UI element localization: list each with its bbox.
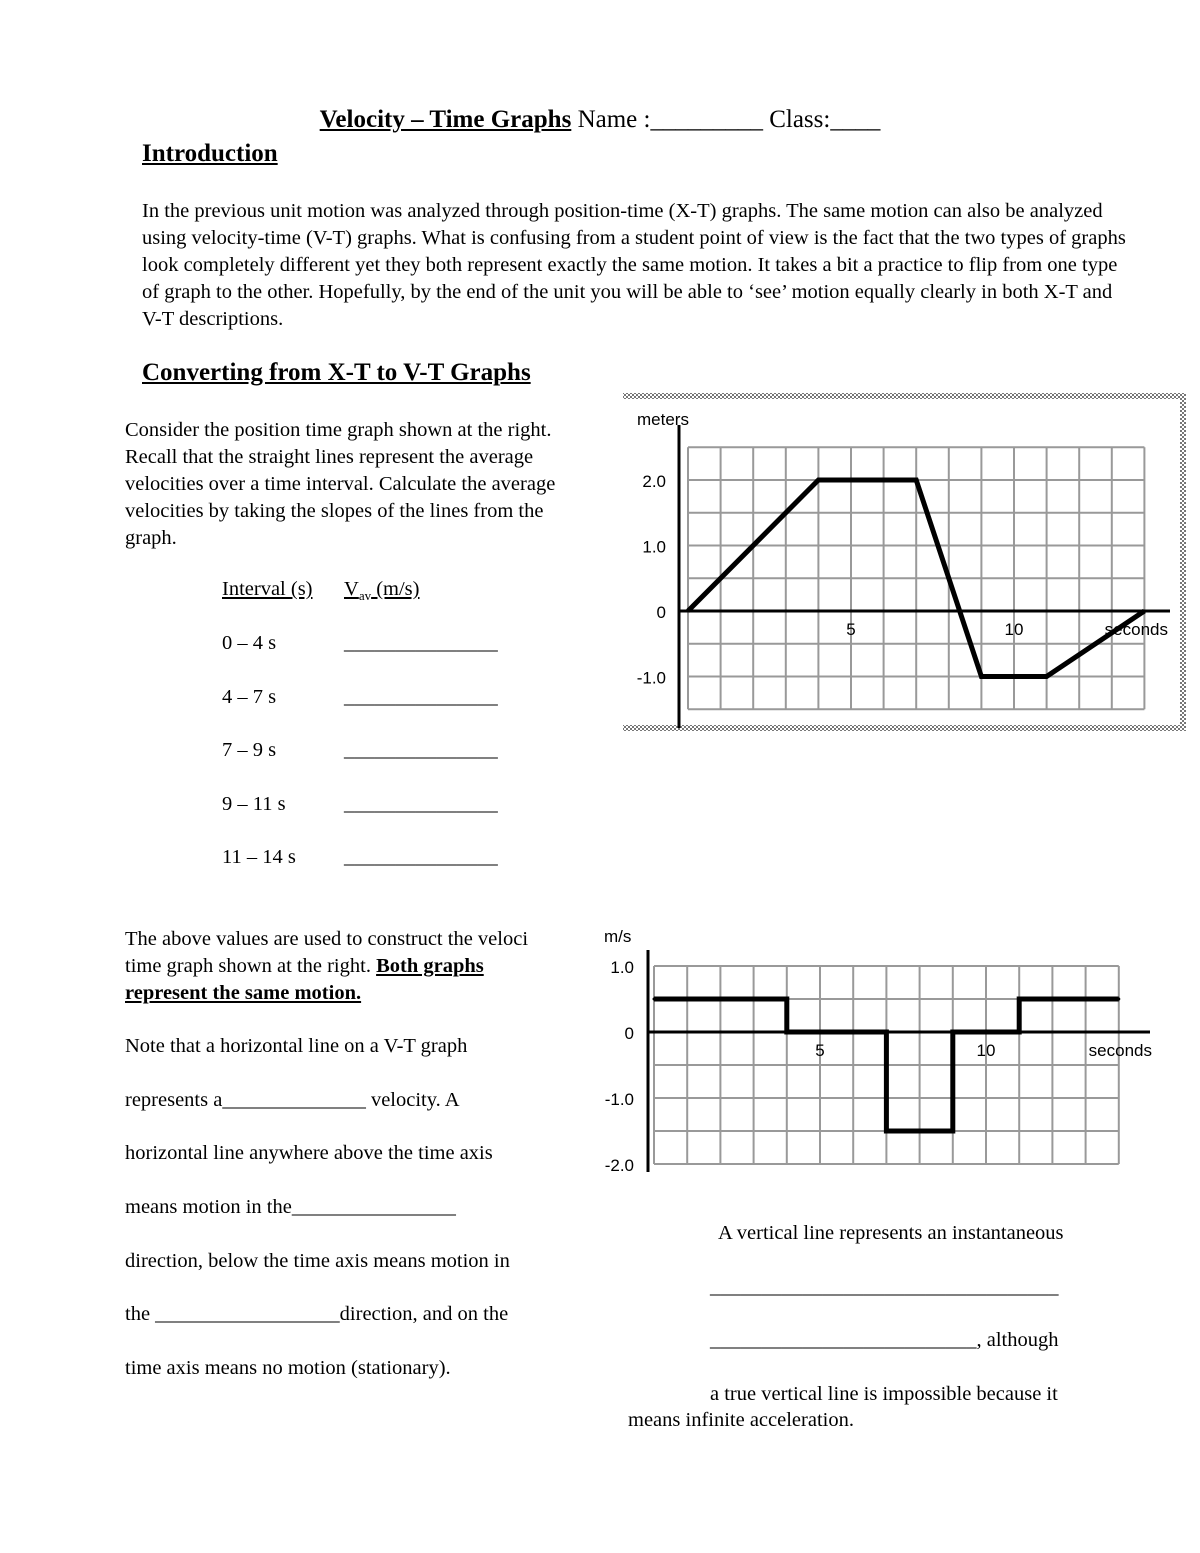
name-blank: _________ xyxy=(650,106,763,133)
x-axis-label: seconds xyxy=(1088,1041,1152,1060)
graph-frame-top xyxy=(623,393,1186,399)
data-point xyxy=(951,1130,954,1133)
data-point xyxy=(885,1031,888,1034)
vertical-note-line-5: means infinite acceleration. xyxy=(628,1409,854,1431)
data-point xyxy=(785,1031,788,1034)
y-tick-label: 2.0 xyxy=(642,472,666,491)
data-point xyxy=(817,479,820,482)
table-header xyxy=(222,578,420,604)
consider-paragraph: Consider the position time graph shown at the right. Recall that the straight lines represent the average velocities over a time interval. Calculate the average velocities by taking the slopes of the lines from the graph. xyxy=(125,419,556,549)
x-tick-label: 10 xyxy=(1004,620,1024,639)
y-tick-label: -1.0 xyxy=(604,1090,634,1109)
table-row xyxy=(222,632,498,655)
velocity-blank[interactable]: _______________ xyxy=(344,739,498,761)
data-point xyxy=(653,998,656,1001)
y-axis-label: meters xyxy=(637,410,689,429)
interval-cell: 11 – 14 s xyxy=(222,846,296,868)
velocity-blank[interactable]: _______________ xyxy=(344,846,498,868)
data-point xyxy=(915,479,918,482)
interval-cell: 0 – 4 s xyxy=(222,632,277,654)
y-tick-label: 0 xyxy=(656,603,666,622)
above-line-1: The above values are used to construct the veloci xyxy=(125,928,529,950)
interval-cell: 7 – 9 s xyxy=(222,739,277,761)
note-line-4: means motion in the________________ xyxy=(125,1196,456,1218)
y-tick-label: -1.0 xyxy=(636,668,666,688)
x-axis-label: seconds xyxy=(1104,620,1168,639)
y-tick-label: 1.0 xyxy=(642,537,666,557)
interval-cell: 4 – 7 s xyxy=(222,686,277,708)
position-time-graph xyxy=(620,390,1190,735)
data-point xyxy=(1018,998,1021,1001)
y-tick-label: -2.0 xyxy=(604,1156,634,1175)
data-point xyxy=(687,610,690,613)
x-tick-label: 10 xyxy=(976,1041,996,1060)
data-point xyxy=(980,675,983,678)
data-point xyxy=(1117,998,1120,1001)
data-point xyxy=(1045,675,1048,678)
velocity-blank[interactable]: _______________ xyxy=(344,686,498,708)
velocity-blank[interactable]: _______________ xyxy=(344,793,498,815)
above-line-3: represent the same motion. xyxy=(125,982,362,1004)
note-line-2: represents a______________ velocity. A xyxy=(125,1089,460,1111)
note-line-7: time axis means no motion (stationary). xyxy=(125,1357,451,1379)
introduction-heading: Introduction xyxy=(142,140,278,167)
data-point xyxy=(1143,610,1146,613)
worksheet-title: Velocity – Time Graphs xyxy=(319,106,572,133)
table-row xyxy=(222,686,498,709)
vertical-note-line-3: __________________________, although xyxy=(710,1329,1059,1351)
vertical-note-line-2: __________________________________ xyxy=(710,1276,1059,1298)
y-tick-label: 1.0 xyxy=(610,958,634,977)
interval-column-header: Interval (s) xyxy=(222,578,313,600)
vertical-note-line-1: A vertical line represents an instantaneous xyxy=(718,1222,1064,1244)
above-values-paragraph xyxy=(125,926,595,1007)
graph-frame-bottom xyxy=(623,725,1186,731)
y-tick-label: 0 xyxy=(624,1024,634,1043)
table-row xyxy=(222,846,498,869)
table-row xyxy=(222,739,498,762)
note-line-6: the __________________direction, and on the xyxy=(125,1303,509,1325)
data-point xyxy=(951,1031,954,1034)
data-point xyxy=(785,998,788,1001)
data-point xyxy=(1018,1031,1021,1034)
data-point xyxy=(885,1130,888,1133)
converting-heading: Converting from X-T to V-T Graphs xyxy=(142,359,531,386)
class-blank: ____ xyxy=(830,106,881,133)
velocity-blank[interactable]: _______________ xyxy=(344,632,498,654)
vt-axes xyxy=(648,950,1150,1172)
y-axis-label: m/s xyxy=(604,927,632,946)
interval-cell: 9 – 11 s xyxy=(222,793,286,815)
introduction-paragraph: In the previous unit motion was analyzed through position-time (X-T) graphs. The same motion can also be analyzed using velocity-time (V-T) graphs. What is confusing from a student point of view is the fact that the two types of graphs look completely different yet they both represent exactly the same motion. It takes a bit a practice to flip from one type of graph to the other. Hopefully, by the end of the unit you will be able to ‘see’ motion equally clearly in both X-T and V-T descriptions. xyxy=(142,200,1126,330)
velocity-column-header: $V_{av}$ (m/s) xyxy=(344,578,420,604)
name-label: Name : xyxy=(577,106,651,133)
graph-frame-right xyxy=(1180,393,1186,731)
note-line-5: direction, below the time axis means motion in xyxy=(125,1250,510,1272)
vertical-note-line-4: a true vertical line is impossible because it xyxy=(710,1383,1058,1405)
above-line-2: time graph shown at the right. Both graphs xyxy=(125,955,484,977)
x-tick-label: 5 xyxy=(815,1041,825,1060)
note-line-3: horizontal line anywhere above the time axis xyxy=(125,1142,493,1164)
table-row xyxy=(222,793,498,816)
worksheet-title-line xyxy=(0,106,1200,134)
note-line-1: Note that a horizontal line on a V-T graph xyxy=(125,1035,468,1057)
class-label: Class: xyxy=(769,106,831,133)
x-tick-label: 5 xyxy=(846,620,856,639)
velocity-time-graph xyxy=(590,920,1170,1180)
